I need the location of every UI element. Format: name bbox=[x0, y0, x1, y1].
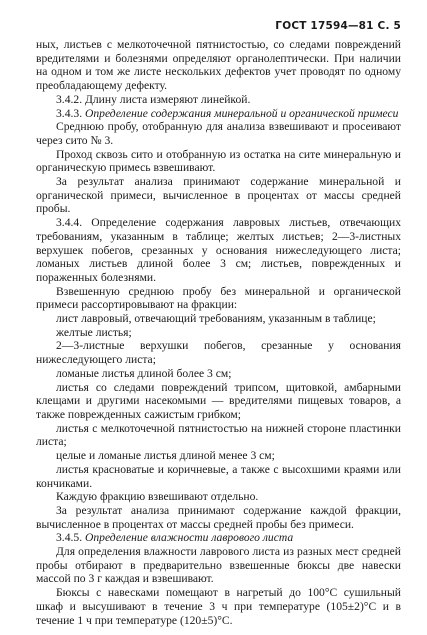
paragraph bbox=[36, 545, 401, 586]
paragraph-text: За результат анализа принимают содержание каждой фракции, вычисленное в процентах от массы средней пробы без примеси. bbox=[36, 503, 401, 531]
paragraph bbox=[36, 381, 401, 422]
paragraph-text: ных, листьев с мелкоточечной пятнистостью, со следами повреждений вредителями и болезнями определяют органолептически. При наличии на одном и том же листе нескольких дефектов учет проводят по одному преобладающему дефекту. bbox=[36, 38, 401, 93]
paragraph-text: 3.4.2. Длину листа измеряют линейкой. bbox=[56, 92, 251, 106]
section-number: 3.4.5. bbox=[56, 531, 85, 545]
paragraph-text: листья с мелкоточечной пятнистостью на нижней стороне пластинки листа; bbox=[36, 421, 401, 449]
paragraph-text: Бюксы с навесками помещают в нагретый до 100°С сушильный шкаф и высушивают в течение 3 ч при температуре (105±2)°С и в течение 1 ч при температуре (120±5)°С. bbox=[36, 586, 401, 627]
paragraph-text: 2—3-листные верхушки побегов, срезанные у основания нижеследующего листа; bbox=[36, 339, 401, 367]
paragraph bbox=[36, 449, 401, 463]
paragraph bbox=[36, 148, 401, 175]
paragraph bbox=[36, 367, 401, 381]
paragraph bbox=[36, 339, 401, 366]
paragraph-text: Для определения влажности лаврового листа из разных мест средней пробы отбирают в предварительно взвешенные бюксы две навески массой по 3 г каждая и взвешивают. bbox=[36, 545, 401, 586]
paragraph bbox=[36, 285, 401, 312]
paragraph-text: листья красноватые и коричневые, а также с высохшими краями или кончиками. bbox=[36, 462, 401, 490]
paragraph bbox=[36, 93, 401, 107]
paragraph-text: целые и ломаные листья длиной менее 3 см; bbox=[56, 449, 275, 463]
paragraph-text: лист лавровый, отвечающий требованиям, указанным в таблице; bbox=[56, 312, 376, 326]
paragraph-text: ломаные листья длиной более 3 см; bbox=[56, 366, 232, 380]
paragraph bbox=[36, 216, 401, 285]
paragraph bbox=[36, 312, 401, 326]
section-heading bbox=[36, 107, 401, 121]
paragraph-text: Определение содержания минеральной и органической примеси bbox=[84, 106, 399, 120]
paragraph bbox=[36, 504, 401, 531]
paragraph-text: За результат анализа принимают содержание минеральной и органической примеси, вычисленное в процентах от массы средней пробы. bbox=[36, 175, 401, 216]
paragraph bbox=[36, 490, 401, 504]
paragraph-text: Проход сквозь сито и отобранную из остатка на сите минеральную и органическую примесь взвешивают. bbox=[36, 147, 401, 175]
paragraph bbox=[36, 38, 401, 93]
paragraph bbox=[36, 326, 401, 340]
paragraph-text: Каждую фракцию взвешивают отдельно. bbox=[56, 490, 259, 504]
paragraph-text: Среднюю пробу, отобранную для анализа взвешивают и просеивают через сито № 3. bbox=[36, 120, 401, 147]
paragraph bbox=[36, 586, 401, 627]
paragraph-text: 3.4.4. Определение содержания лавровых листьев, отвечающих требованиям, указанным в таблице; желтых листьев; 2—3-листных верхушек побегов, срезанных у основания нижеследующего листа; ломаных листьев длиной более 3 см; листьев, поврежденных и пораженных болезнями. bbox=[36, 216, 401, 284]
paragraph-text: листья со следами повреждений трипсом, щитовкой, амбарными клещами и другими насекомыми — вредителями пищевых товаров, а также поврежденных сажистым грибком; bbox=[36, 380, 401, 421]
page-header: ГОСТ 17594—81 С. 5 bbox=[275, 20, 401, 32]
paragraph bbox=[36, 422, 401, 449]
section-heading bbox=[36, 531, 401, 545]
paragraph-text: Определение влажности лаврового листа bbox=[84, 531, 294, 545]
paragraph bbox=[36, 175, 401, 216]
paragraph-text: желтые листья; bbox=[56, 325, 132, 339]
section-number: 3.4.3. bbox=[56, 106, 85, 120]
paragraph bbox=[36, 463, 401, 490]
paragraph bbox=[36, 120, 401, 147]
document-body bbox=[36, 38, 401, 627]
paragraph-text: Взвешенную среднюю пробу без минеральной и органической примеси рассортировывают на фракции: bbox=[36, 284, 401, 312]
